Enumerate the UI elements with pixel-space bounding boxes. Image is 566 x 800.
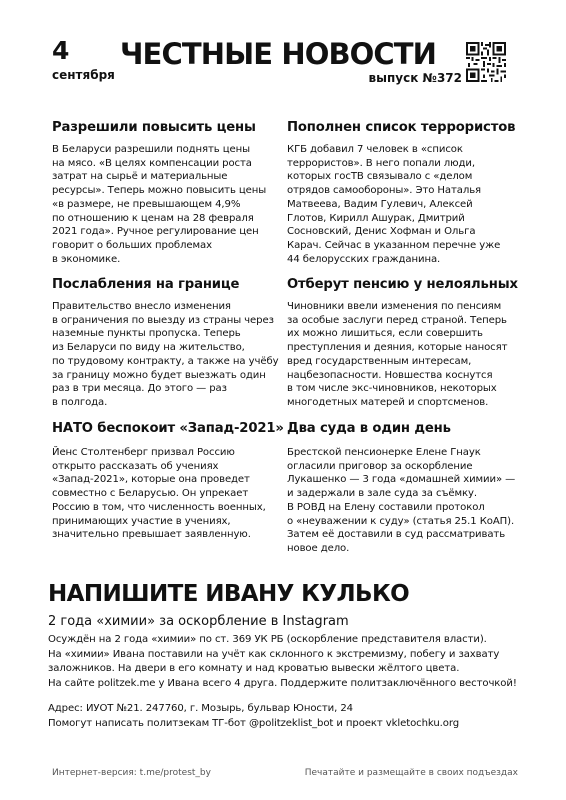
article-1-title: Разрешили повысить цены <box>52 120 256 135</box>
article-5-body: Йенс Столтенберг призвал Россию открыто рассказать об учениях «Запад-2021», которые она проведет совместно с Беларусью. Он упрекает Россию в том, что численность военных, принимающих участие в учениях, значительно превышает заявленную. <box>52 447 266 541</box>
newspaper-title: ЧЕСТНЫЕ НОВОСТИ <box>120 37 437 71</box>
article-4-body: Чиновники ввели изменения по пенсиям за особые заслуги перед страной. Теперь их можно лишиться, если совершить преступления и деяния, которые наносят вред государственным интересам, нацбезопасности. Новшества коснутся в том числе экс-чиновников, некоторых многодетных матерей и спортсменов. <box>287 301 508 408</box>
article-6-title: Два суда в один день <box>287 421 451 436</box>
issue-day: 4 <box>52 36 70 65</box>
prisoner-title: НАПИШИТЕ ИВАНУ КУЛЬКО <box>48 581 410 607</box>
article-3-body: Правительство внесло изменения в ограничения по выезду из страны через наземные пункты пропуска. Теперь из Беларуси по виду на жительство, по трудовому контракту, а также на учёбу за границу можно будет выезжать один раз в три месяца. До этого — раз в полгода. <box>52 301 279 408</box>
masthead <box>0 0 566 100</box>
issue-number: выпуск №372 <box>368 71 462 85</box>
article-4-title: Отберут пенсию у нелояльных <box>287 277 518 292</box>
prisoner-body: Осуждён на 2 года «химии» по ст. 369 УК РБ (оскорбление представителя власти). На «химии» Ивана поставили на учёт как склонного к экстремизму, побегу и захвату заложников. На двери в его комнату и над кроватью вывески жёлтого цвета. На сайте politzek.me у Ивана всего 4 друга. Поддержите политзаключённого весточкой! <box>48 634 517 689</box>
qr-code-icon[interactable] <box>466 42 506 82</box>
article-3-title: Послабления на границе <box>52 277 240 292</box>
article-6-body: Брестской пенсионерке Елене Гнаук огласили приговор за оскорбление Лукашенко — 3 года «домашней химии» — и задержали в зале суда за съёмку. В РОВД на Елену составили протокол о «неуважении к суду» (статья 25.1 КоАП). Затем её доставили в суд рассматривать новое дело. <box>287 447 516 554</box>
footer-slogan: Печатайте и размещайте в своих подъездах <box>304 768 518 778</box>
article-5-title: НАТО беспокоит «Запад-2021» <box>52 421 284 436</box>
article-2-body: КГБ добавил 7 человек в «список террористов». В него попали люди, которых госТВ связывало с «делом отрядов самообороны». Это Наталья Матвеева, Вадим Гулевич, Алексей Глотов, Кирилл Ашурак, Дмитрий Сосновский, Денис Хофман и Ольга Карач. Сейчас в указанном перечне уже 44 белорусских гражданина. <box>287 144 501 265</box>
prisoner-address: Адрес: ИУОТ №21. 247760, г. Мозырь, бульвар Юности, 24 Помогут написать политзекам ТГ-бот @politzeklist_bot и проект vkletochku.org <box>48 703 460 729</box>
article-2-title: Пополнен список террористов <box>287 120 516 135</box>
footer-web-version[interactable]: Интернет-версия: t.me/protest_by <box>52 768 211 778</box>
prisoner-subtitle: 2 года «химии» за оскорбление в Instagram <box>48 614 349 629</box>
issue-month: сентября <box>52 68 115 82</box>
article-1-body: В Беларуси разрешили поднять цены на мясо. «В целях компенсации роста затрат на сырьё и материальные ресурсы». Теперь можно повысить цены «в размере, не превышающем 4,9% по отношению к ценам на 28 февраля 2021 года». Ручное регулирование цен говорит о больших проблемах в экономике. <box>52 144 267 265</box>
